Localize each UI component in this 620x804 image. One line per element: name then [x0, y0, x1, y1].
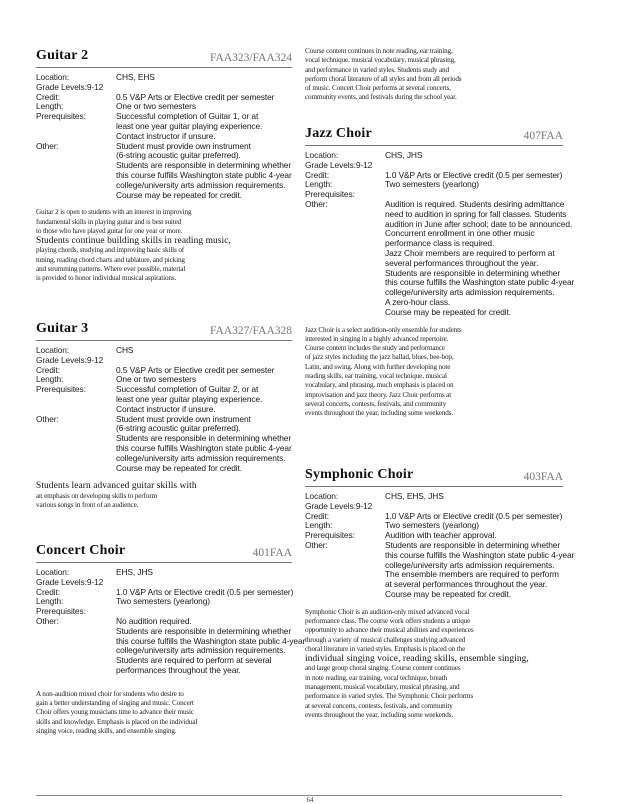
- detail-value-line: performance class is required.: [385, 238, 495, 249]
- description-line: performance class. The course work offers students a unique: [305, 617, 471, 626]
- detail-value-line: Students are responsible in determining whether: [385, 267, 561, 278]
- detail-label: Prerequisites:: [305, 530, 355, 541]
- detail-value-line: Two semesters (yearlong): [385, 179, 479, 190]
- detail-value: [116, 385, 292, 414]
- detail-label: Grade Levels:9-12: [36, 354, 104, 365]
- detail-value-line: audition in June after school; date to be announced.: [385, 218, 573, 229]
- detail-value-line: Concurrent enrollment in one other music: [385, 228, 535, 239]
- detail-value-line: Contact instructor if unsure.: [116, 403, 216, 414]
- description-line: and large group choral singing. Course content continues: [305, 664, 461, 673]
- detail-label: Grade Levels:9-12: [36, 576, 104, 587]
- detail-value-line: One or two semesters: [116, 374, 196, 385]
- course-code: 407FAA: [523, 130, 563, 142]
- detail-value-line: least one year guitar playing experience.: [116, 393, 263, 404]
- course-guitar-3: [36, 318, 292, 510]
- detail-value-line: 1.0 V&P Arts or Elective credit (0.5 per semester): [385, 510, 563, 521]
- detail-value-line: Course may be repeated for credit.: [385, 588, 512, 599]
- detail-label: Other:: [305, 539, 328, 550]
- detail-value-line: CHS, JHS: [385, 150, 423, 160]
- course-title: Jazz Choir: [305, 126, 372, 141]
- detail-value-line: Students are responsible in determining whether: [116, 433, 292, 444]
- detail-row: [305, 539, 575, 600]
- description-line: of jazz styles including the jazz ballad, blues, bee-bop,: [305, 353, 454, 362]
- course-details: [36, 346, 292, 473]
- detail-value-line: Audition with teacher approval.: [385, 530, 497, 541]
- course-guitar-2: [36, 45, 292, 284]
- detail-value-line: A zero-hour class.: [385, 296, 451, 307]
- description-line: in note reading, ear training, vocal technique, breath: [305, 673, 447, 682]
- detail-label: Length:: [36, 596, 64, 607]
- detail-value-line: Audition is required. Students desiring admittance: [385, 198, 565, 209]
- description-line: to those who have played guitar for one year or more.: [36, 226, 183, 235]
- description-line: various songs in front of an audience.: [36, 500, 139, 509]
- detail-value-line: Two semesters (yearlong): [116, 596, 210, 607]
- detail-value-line: college/university arts admission requirements.: [116, 645, 286, 656]
- course-details: [305, 491, 575, 600]
- detail-value: [116, 568, 292, 578]
- detail-label: Grade Levels:9-12: [305, 159, 373, 170]
- detail-value-line: college/university arts admission requirements.: [385, 559, 555, 570]
- course-header: [36, 318, 292, 341]
- description-line: A non-audition mixed choir for students who desire to: [36, 689, 184, 698]
- description-line: through a variety of musical challenges studying advanced: [305, 635, 466, 644]
- description-line: Course content includes the study and performance: [305, 344, 445, 353]
- course-description: [305, 608, 563, 720]
- description-line: an emphasis on developing skills to perform: [36, 491, 157, 500]
- description-line: community events, and festivals during the school year.: [305, 93, 457, 102]
- description-line: tuning, reading chord charts and tablature, and picking: [36, 255, 185, 264]
- detail-value-line: Student must provide own instrument: [116, 413, 251, 424]
- detail-value-line: 1.0 V&P Arts or Elective credit (0.5 per semester): [116, 586, 294, 597]
- detail-value-line: Jazz Choir members are required to perform at: [385, 247, 555, 258]
- detail-value: [385, 200, 574, 318]
- detail-value-line: (6-string acoustic guitar preferred).: [116, 423, 241, 434]
- detail-row: [305, 198, 575, 318]
- detail-label: Location:: [36, 345, 70, 355]
- detail-value-line: CHS, EHS, JHS: [385, 491, 444, 501]
- detail-label: Other:: [36, 140, 59, 151]
- detail-value-line: this course fulfills the Washington state public 4-year: [385, 549, 575, 560]
- detail-value: [385, 541, 574, 600]
- detail-value-line: CHS: [116, 345, 134, 355]
- detail-value-line: Students are responsible in determining whether: [385, 539, 561, 550]
- page-number: 64: [306, 796, 314, 804]
- detail-label: Grade Levels:9-12: [36, 81, 104, 92]
- detail-label: Prerequisites:: [36, 111, 86, 122]
- detail-row: [36, 385, 292, 414]
- detail-label: Length:: [36, 374, 64, 385]
- detail-value-line: Course may be repeated for credit.: [116, 189, 243, 200]
- detail-value-line: Contact instructor if unsure.: [116, 130, 216, 141]
- description-line: vocal technique, musical vocabulary, musical phrasing,: [305, 56, 456, 65]
- description-line: opportunity to advance their musical abilities and experiences: [305, 626, 474, 635]
- detail-label: Other:: [305, 198, 328, 209]
- description-line: is provided to honor individual musical aspirations.: [36, 274, 177, 283]
- detail-label: Length:: [305, 520, 333, 531]
- detail-value-line: Two semesters (yearlong): [385, 520, 479, 531]
- detail-row: [36, 112, 292, 141]
- detail-value-line: Successful completion of Guitar 2, or at: [116, 384, 259, 395]
- description-line: skills and knowledge. Emphasis is placed on the individual: [36, 717, 198, 726]
- detail-label: Location:: [305, 150, 339, 160]
- course-header: [305, 464, 563, 487]
- detail-value-line: Course may be repeated for credit.: [116, 462, 243, 473]
- detail-value: [116, 617, 305, 676]
- detail-value-line: Successful completion of Guitar 1, or at: [116, 111, 259, 122]
- description-line: Choir offers young musicians time to advance their music: [36, 708, 194, 717]
- detail-value-line: this course fulfills Washington state public 4-year: [116, 169, 292, 180]
- detail-value-line: Course may be repeated for credit.: [385, 306, 512, 317]
- description-line: choral literature in varied styles. Emphasis is placed on the: [305, 644, 466, 653]
- course-title: Guitar 3: [36, 321, 89, 336]
- detail-value-line: The ensemble members are required to perform: [385, 569, 559, 580]
- course-title: Symphonic Choir: [305, 467, 414, 482]
- course-header: [36, 540, 292, 563]
- detail-label: Credit:: [305, 169, 329, 180]
- course-symphonic-choir: [305, 464, 575, 720]
- course-title: Guitar 2: [36, 48, 89, 63]
- detail-label: Credit:: [36, 364, 60, 375]
- description-line: and strumming patterns. Where ever possible, material: [36, 265, 186, 274]
- description-line: vocabulary, and phrasing, much emphasis is placed on: [305, 381, 454, 390]
- detail-label: Prerequisites:: [36, 384, 86, 395]
- detail-value: [385, 151, 563, 161]
- detail-value-line: One or two semesters: [116, 101, 196, 112]
- course-title: Concert Choir: [36, 543, 126, 558]
- detail-label: Credit:: [36, 91, 60, 102]
- detail-label: Length:: [305, 179, 333, 190]
- detail-value: [385, 492, 563, 502]
- description-line: fundamental skills in playing guitar and is best suited: [36, 217, 182, 226]
- detail-value-line: (6-string acoustic guitar preferred).: [116, 150, 241, 161]
- detail-label: Prerequisites:: [305, 189, 355, 200]
- description-line: individual singing voice, reading skills, ensemble singing,: [305, 654, 529, 665]
- course-description: [36, 481, 292, 510]
- detail-row: [36, 142, 292, 201]
- detail-label: Credit:: [36, 586, 60, 597]
- detail-value: [116, 112, 292, 141]
- detail-value-line: No audition required.: [116, 615, 192, 626]
- detail-label: Length:: [36, 101, 64, 112]
- detail-row: [36, 615, 306, 676]
- course-details: [36, 567, 306, 676]
- detail-value-line: college/university arts admission requirements.: [116, 179, 286, 190]
- detail-value: [116, 415, 292, 474]
- detail-value-line: this course fulfills Washington state public 4-year: [116, 442, 292, 453]
- detail-value-line: CHS, EHS: [116, 72, 155, 82]
- course-code: FAA327/FAA328: [210, 325, 292, 337]
- course-concert-choir: [36, 540, 306, 736]
- description-line: at several concerts, contests, festivals, and community: [305, 701, 453, 710]
- detail-value: [116, 73, 292, 83]
- description-line: events throughout the year, including some weekends.: [305, 710, 454, 719]
- description-line: performance in varied styles. The Symphonic Choir performs: [305, 692, 474, 701]
- description-line: Students continue building skills in reading music,: [36, 236, 231, 247]
- description-line: Guitar 2 is open to students with an interest in improving: [36, 208, 192, 217]
- detail-label: Location:: [36, 72, 70, 82]
- course-details: [36, 73, 292, 200]
- description-line: Jazz Choir is a select audition-only ensemble for students: [305, 325, 462, 334]
- course-description: [36, 690, 292, 736]
- detail-value-line: 0.5 V&P Arts or Elective credit per semester: [116, 91, 275, 102]
- detail-value: [116, 142, 292, 201]
- course-code: FAA323/FAA324: [210, 52, 292, 64]
- detail-value-line: college/university arts admission requirements.: [385, 287, 555, 298]
- course-header: [36, 45, 292, 68]
- detail-value-line: need to audition in spring for fall classes. Students: [385, 208, 567, 219]
- detail-value-line: least one year guitar playing experience.: [116, 120, 263, 131]
- description-line: Symphonic Choir is an audition-only mixed advanced vocal: [305, 607, 470, 616]
- course-jazz-choir: [305, 123, 575, 419]
- detail-value-line: 0.5 V&P Arts or Elective credit per semester: [116, 364, 275, 375]
- detail-value-line: Student must provide own instrument: [116, 140, 251, 151]
- detail-value-line: at several performances throughout the year.: [385, 579, 548, 590]
- description-line: events throughout the year, including some weekends.: [305, 409, 454, 418]
- detail-label: Other:: [36, 615, 59, 626]
- detail-row: [36, 415, 292, 474]
- detail-label: Credit:: [305, 510, 329, 521]
- detail-value-line: several performances throughout the year.: [385, 257, 539, 268]
- description-line: of music. Concert Choir performs at several concerts,: [305, 84, 451, 93]
- description-line: gain a better understanding of singing and music. Concert: [36, 699, 194, 708]
- description-line: improvisation and jazz theory. Jazz Choir performs at: [305, 390, 452, 399]
- detail-label: Other:: [36, 413, 59, 424]
- description-line: Latin, and swing. Along with further developing note: [305, 362, 451, 371]
- detail-label: Prerequisites:: [36, 606, 86, 617]
- detail-label: Location:: [36, 567, 70, 577]
- description-line: singing voice, reading skills, and ensemble singing.: [36, 726, 177, 735]
- detail-value: [116, 346, 292, 356]
- description-line: several concerts, contests, festivals, and community: [305, 399, 447, 408]
- course-description: [36, 208, 292, 283]
- description-line: management, musical vocabulary, musical phrasing, and: [305, 683, 460, 692]
- detail-value-line: EHS, JHS: [116, 567, 153, 577]
- detail-value-line: Students are required to perform at several: [116, 655, 272, 666]
- course-description: [305, 326, 563, 419]
- detail-value-line: 1.0 V&P Arts or Elective credit (0.5 per semester): [385, 169, 563, 180]
- description-line: reading skills, ear training, vocal technique, musical: [305, 372, 447, 381]
- course-code: 403FAA: [523, 471, 563, 483]
- description-line: interested in singing in a highly advanced repertoire.: [305, 334, 449, 343]
- detail-value: [385, 180, 563, 190]
- detail-value-line: this course fulfills the Washington state public 4-year: [385, 277, 575, 288]
- detail-value-line: Students are responsible in determining whether: [116, 625, 292, 636]
- description-line: Students learn advanced guitar skills with: [36, 481, 197, 492]
- course-header: [305, 123, 563, 146]
- detail-value-line: college/university arts admission requirements.: [116, 452, 286, 463]
- concert-choir-description-continued: [305, 47, 461, 103]
- detail-label: Location:: [305, 491, 339, 501]
- description-line: Course content continues in note reading, ear training,: [305, 47, 453, 55]
- detail-value-line: this course fulfills the Washington state public 4-year: [116, 635, 306, 646]
- description-line: playing chords, studying and improving basic skills of: [36, 246, 185, 255]
- detail-value-line: performances throughout the year.: [116, 664, 241, 675]
- detail-label: Grade Levels:9-12: [305, 500, 373, 511]
- detail-value: [116, 597, 292, 607]
- course-code: 401FAA: [252, 547, 292, 559]
- course-details: [305, 150, 575, 318]
- description-line: and performance in varied styles. Students study and: [305, 65, 449, 74]
- detail-value-line: Students are responsible in determining whether: [116, 160, 292, 171]
- description-line: perform choral literature of all styles and from all periods: [305, 74, 462, 83]
